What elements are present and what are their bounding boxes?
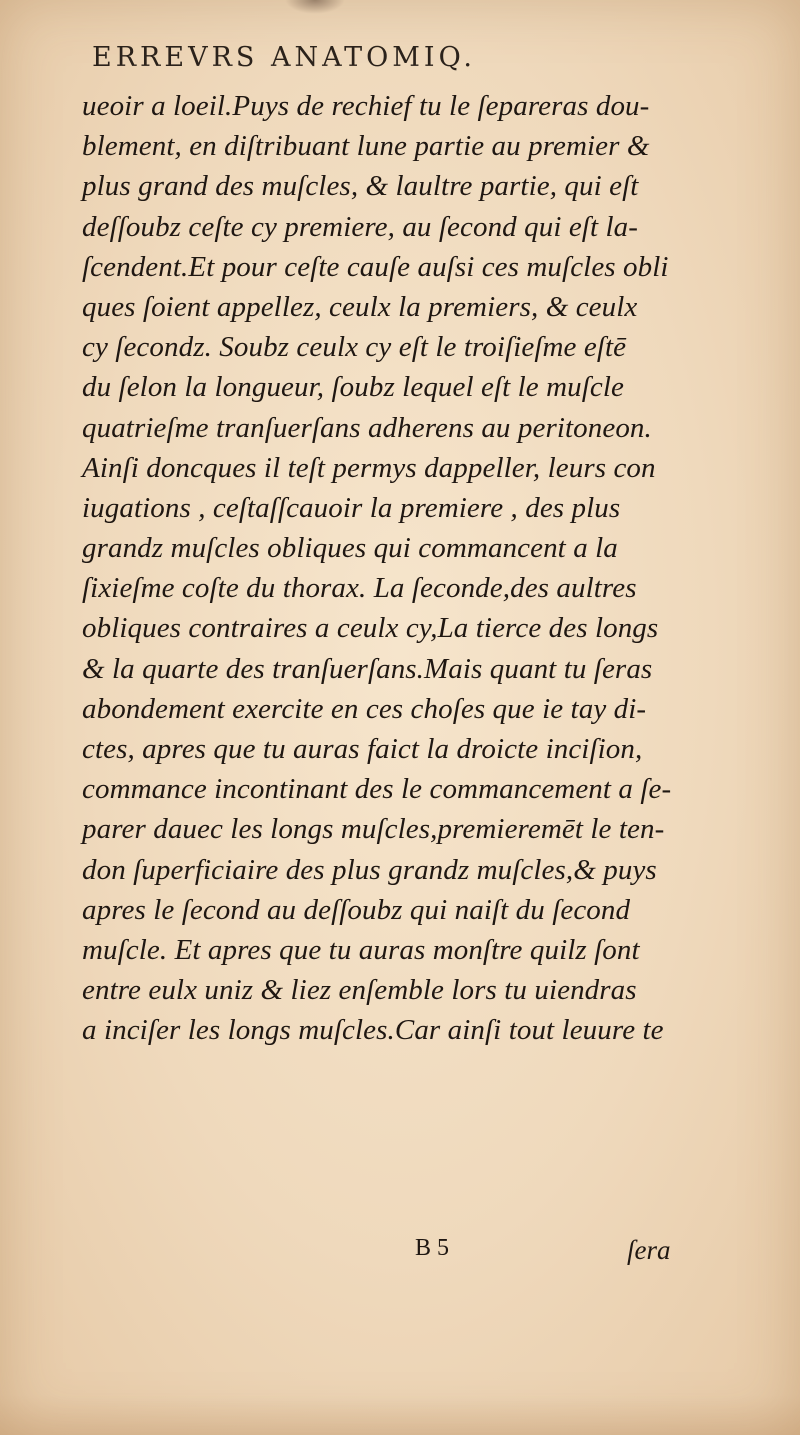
page-edge-shade <box>0 1395 800 1435</box>
text-line: abondement exercite en ces choſes que ie tay di- <box>82 692 647 725</box>
text-line: plus grand des muſcles, & laultre partie, qui eſt <box>82 170 639 203</box>
page-footer <box>82 1235 682 1275</box>
text-line: iugations , ceſtaſſcauoir la premiere , des plus <box>82 491 621 524</box>
text-line: Ainſi doncques il teſt permys dappeller, leurs con <box>82 451 656 484</box>
text-line: ſcendent.Et pour ceſte cauſe auſsi ces muſcles obli <box>82 250 669 283</box>
text-line: obliques contraires a ceulx cy,La tierce des longs <box>82 612 659 645</box>
text-line: entre eulx uniz & liez enſemble lors tu uiendras <box>82 974 637 1007</box>
text-line: ueoir a loeil.Puys de rechief tu le ſepareras dou- <box>82 90 650 122</box>
catchword: ſera <box>627 1235 671 1265</box>
body-text <box>82 86 702 1051</box>
text-line: commance incontinant des le commancement a ſe- <box>82 773 672 806</box>
text-line: deſſoubz ceſte cy premiere, au ſecond qui eſt la- <box>82 210 638 243</box>
text-line: ques ſoient appellez, ceulx la premiers, & ceulx <box>82 290 638 323</box>
text-line: du ſelon la longueur, ſoubz lequel eſt le muſcle <box>82 371 625 404</box>
text-line: ſixieſme coſte du thorax. La ſeconde,des aultres <box>82 572 637 605</box>
signature-mark: B 5 <box>415 1235 450 1261</box>
text-line: grandz muſcles obliques qui commancent a la <box>82 532 618 565</box>
text-line: & la quarte des tranſuerſans.Mais quant tu ſeras <box>82 652 653 685</box>
text-line: parer dauec les longs muſcles,premieremēt le ten- <box>82 813 665 846</box>
text-line: don ſuperficiaire des plus grandz muſcles,& puys <box>82 853 657 886</box>
page-stain <box>285 0 345 14</box>
text-line: apres le ſecond au deſſoubz qui naiſt du ſecond <box>82 893 631 926</box>
text-line: quatrieſme tranſuerſans adherens au peritoneon. <box>82 411 652 444</box>
text-line: muſcle. Et apres que tu auras monſtre quilz ſont <box>82 933 640 966</box>
running-head: ERREVRS ANATOMIQ. <box>92 42 476 73</box>
text-line: blement, en diſtribuant lune partie au premier & <box>82 130 650 163</box>
text-line: a inciſer les longs muſcles.Car ainſi tout leuure te <box>82 1014 664 1047</box>
text-line: ctes, apres que tu auras faict la droicte inciſion, <box>82 733 643 765</box>
text-line: cy ſecondz. Soubz ceulx cy eſt le troiſieſme eſtē <box>82 331 627 364</box>
